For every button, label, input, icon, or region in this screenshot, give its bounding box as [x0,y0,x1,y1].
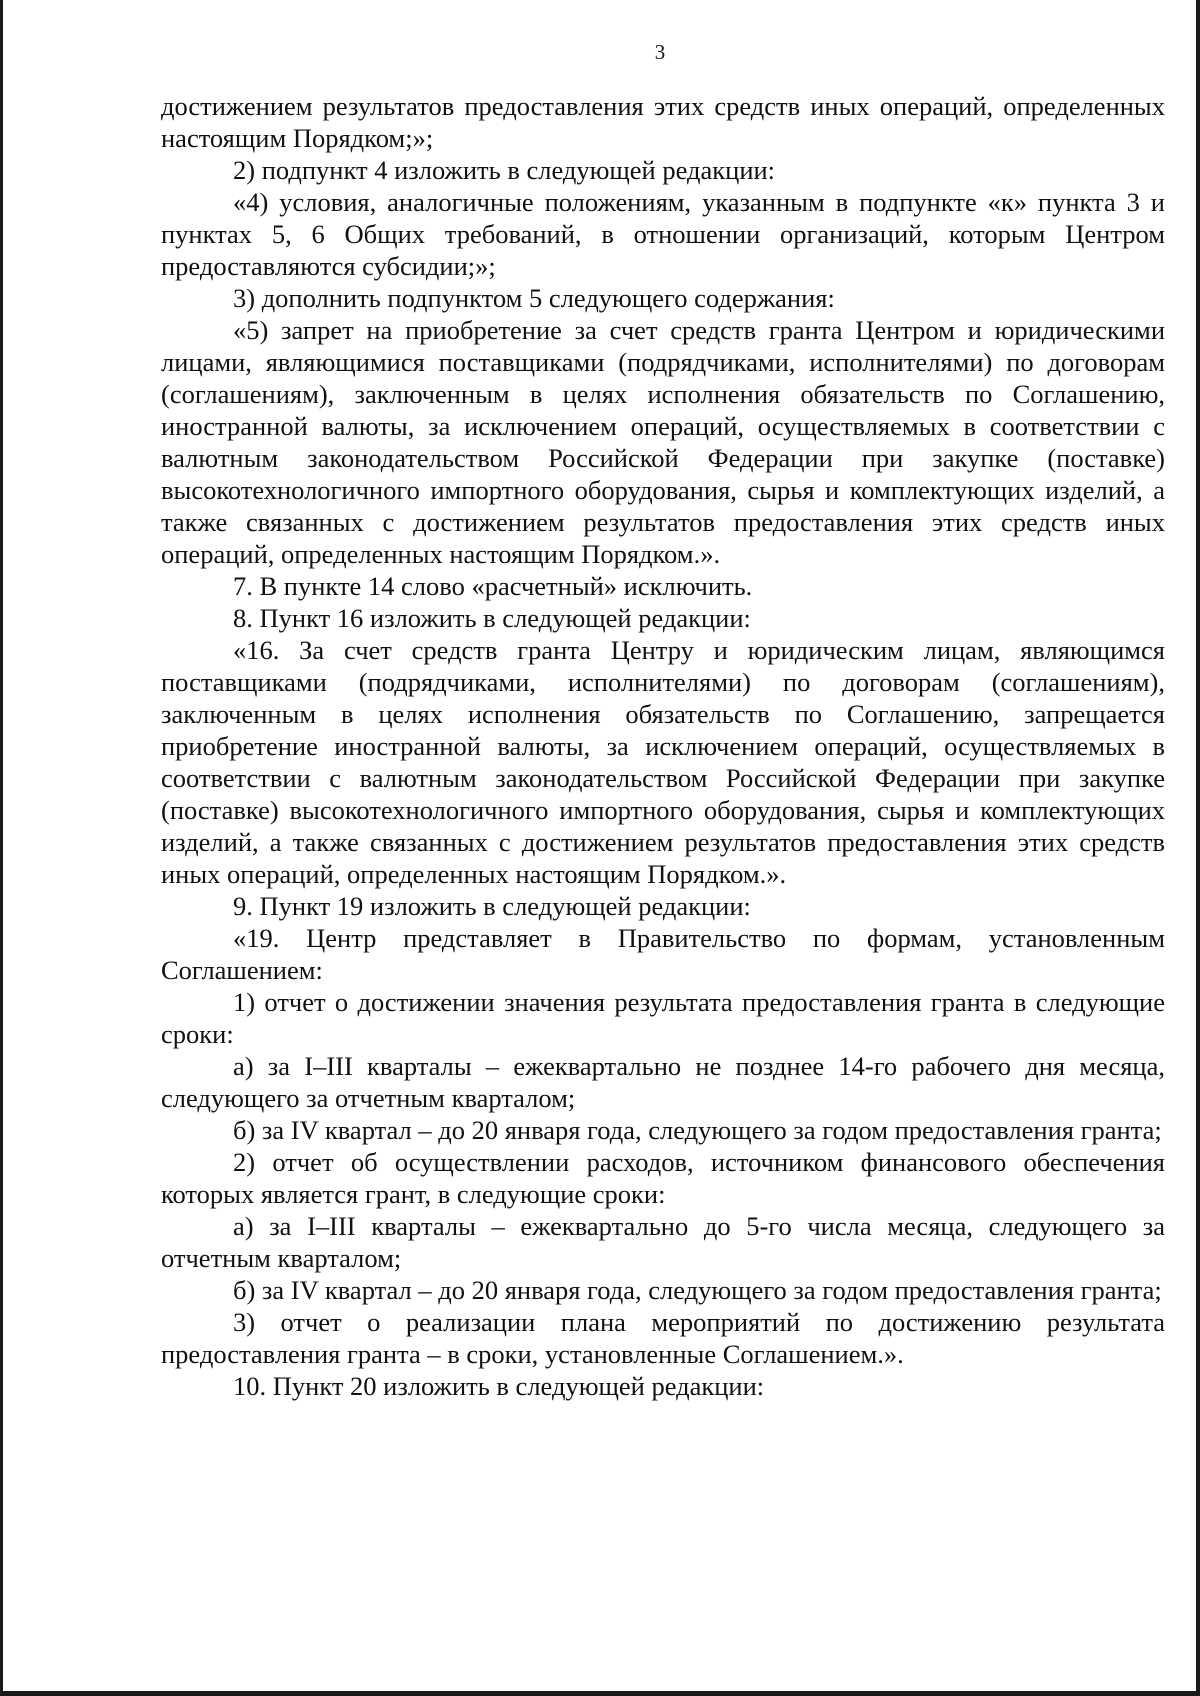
paragraph: «19. Центр представляет в Правительство по формам, установленным Соглашением: [161,923,1165,985]
scan-edge-bottom [0,1691,1200,1696]
paragraph: «5) запрет на приобретение за счет средств гранта Центром и юридическими лицами, являющимися поставщиками (подрядчиками, исполнителями) по договорам (соглашениям), заключенным в целях исполнения обязательств по Соглашению, иностранной валюты, за исключением операций, осуществляемых в соответствии с валютным законодательством Российской Федерации при закупке (поставке) высокотехнологичного импортного оборудования, сырья и комплектующих изделий, а также связанных с достижением результатов предоставления этих средств иных операций, определенных настоящим Порядком.». [161,315,1165,569]
paragraph: б) за IV квартал – до 20 января года, следующего за годом предоставления гранта; [233,1275,1162,1305]
paragraph: «4) условия, аналогичные положениям, указанным в подпункте «к» пункта 3 и пунктах 5, 6 Общих требований, в отношении организаций, которым Центром предоставляются субсидии;»; [161,187,1165,281]
paragraph: «16. За счет средств гранта Центру и юридическим лицам, являющимся поставщиками (подрядчиками, исполнителями) по договорам (соглашениям), заключенным в целях исполнения обязательств по Соглашению, запрещается приобретение иностранной валюты, за исключением операций, осуществляемых в соответствии с валютным законодательством Российской Федерации при закупке (поставке) высокотехнологичного импортного оборудования, сырья и комплектующих изделий, а также связанных с достижением результатов предоставления этих средств иных операций, определенных настоящим Порядком.». [161,635,1165,889]
scan-edge-right [1196,0,1200,1696]
paragraph: 2) подпункт 4 изложить в следующей редакции: [233,155,776,185]
paragraph: достижением результатов предоставления этих средств иных операций, определенных настоящим Порядком;»; [161,91,1165,153]
page-number: 3 [654,40,666,64]
paragraph: 3) дополнить подпунктом 5 следующего содержания: [233,283,835,313]
document-body [161,90,1165,1402]
paragraph: 1) отчет о достижении значения результата предоставления гранта в следующие сроки: [161,987,1165,1049]
paragraph: б) за IV квартал – до 20 января года, следующего за годом предоставления гранта; [233,1115,1162,1145]
paragraph: а) за I–III кварталы – ежеквартально не позднее 14-го рабочего дня месяца, следующего за отчетным кварталом; [161,1051,1165,1113]
paragraph: 3) отчет о реализации плана мероприятий по достижению результата предоставления гранта – в сроки, установленные Соглашением.». [161,1307,1165,1369]
paragraph: 8. Пункт 16 изложить в следующей редакции: [233,603,751,633]
scan-edge-left [0,0,3,1696]
paragraph: а) за I–III кварталы – ежеквартально до 5-го числа месяца, следующего за отчетным кварталом; [161,1211,1165,1273]
paragraph: 9. Пункт 19 изложить в следующей редакции: [233,891,751,921]
paragraph: 10. Пункт 20 изложить в следующей редакции: [233,1371,765,1401]
paragraph: 7. В пункте 14 слово «расчетный» исключить. [233,571,753,601]
paragraph: 2) отчет об осуществлении расходов, источником финансового обеспечения которых является грант, в следующие сроки: [161,1147,1165,1209]
